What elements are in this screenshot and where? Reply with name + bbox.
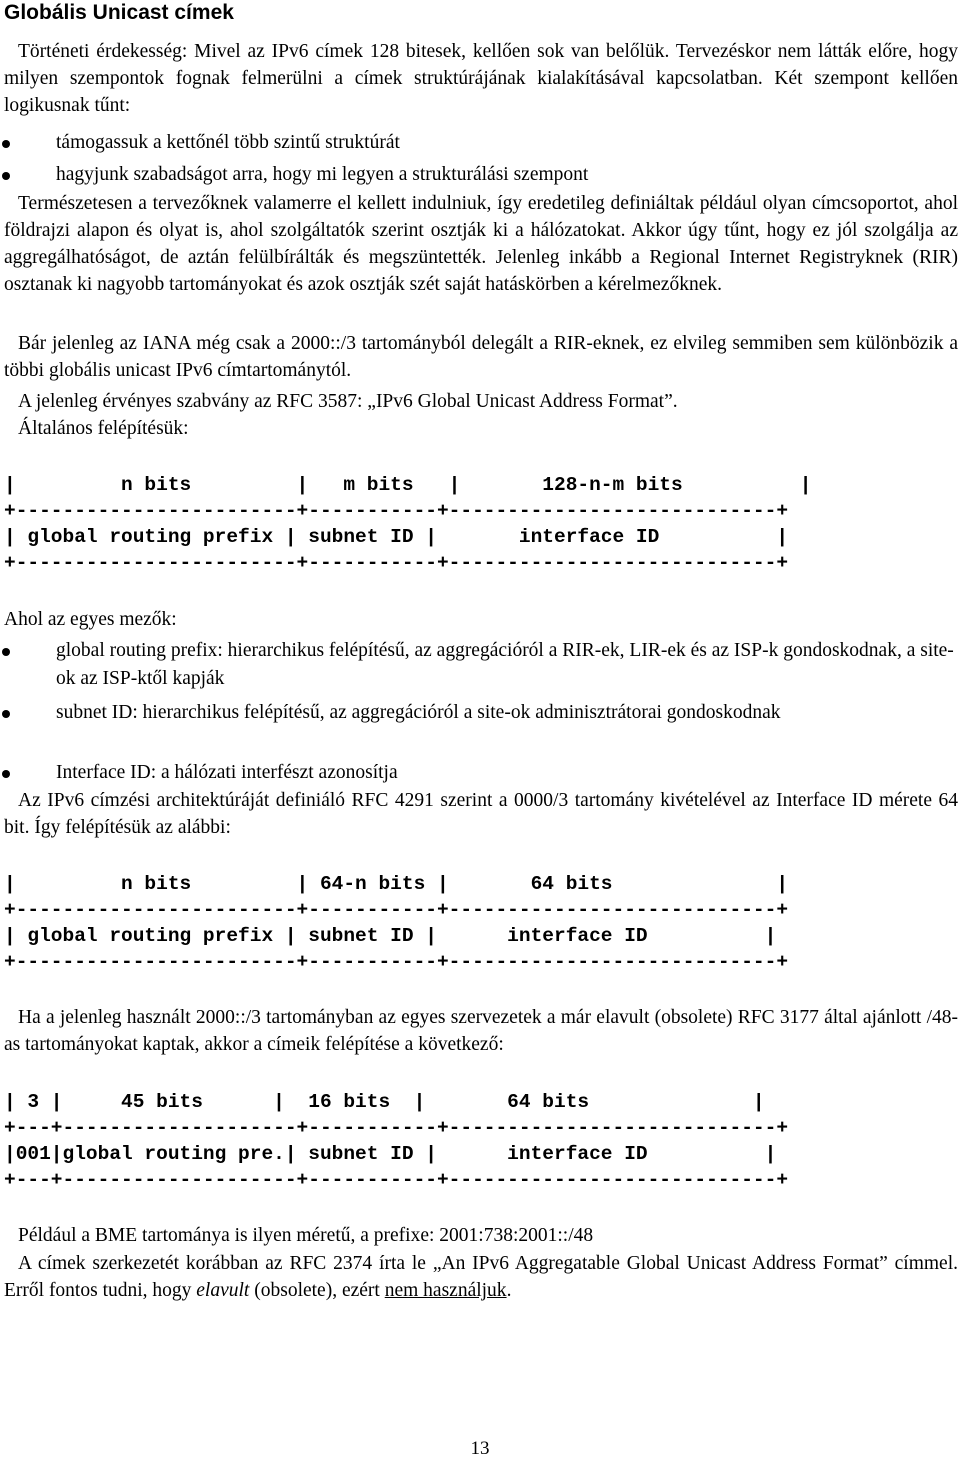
fields-text: Ahol az egyes mezők: [4, 609, 177, 630]
address-format-table-1 [4, 472, 811, 576]
rfc3177-paragraph [4, 1004, 958, 1058]
design-paragraph [4, 190, 958, 298]
table-row: +------------------------+-----------+----------------------------+ [4, 552, 789, 574]
table-row: | n bits | 64-n bits | 64 bits | [4, 873, 789, 895]
bullet-item [56, 129, 958, 157]
design-text: Természetesen a tervezőknek valamerre el kellett indulniuk, így eredetileg definiáltak például olyan címcsoportot, ahol földrajzi alapon és olyat is, ahol szolgáltatók szerint osztják ki a hálózatokat. Akkor úgy tűnt, hogy ez jól szolgálja az aggregálhatóságot, de aztán felülbírálták és megszüntették. Jelenleg inkább a Regional Internet Registryknek (RIR) osztanak ki nagyobb tartományokat és azok osztják szét saját hatáskörben a kérelmezőknek. [4, 193, 958, 295]
bullet-item [56, 161, 958, 189]
table-row: +------------------------+-----------+----------------------------+ [4, 951, 789, 973]
table-row: |001|global routing pre.| subnet ID | interface ID | [4, 1143, 777, 1165]
standard-text: A jelenleg érvényes szabvány az RFC 3587: „IPv6 Global Unicast Address Format”. [18, 391, 678, 412]
fields-label [4, 606, 958, 633]
table-row: +------------------------+-----------+----------------------------+ [4, 500, 789, 522]
table-row: | n bits | m bits | 128-n-m bits | [4, 474, 812, 496]
not-used-underlined: nem használjuk [384, 1280, 507, 1301]
bme-paragraph [4, 1222, 958, 1249]
bullet-text: hagyjunk szabadságot arra, hogy mi legyen a strukturálási szempont [56, 164, 589, 185]
standard-paragraph [4, 388, 958, 415]
obsolete-emphasis: elavult [196, 1280, 250, 1301]
address-format-table-3 [4, 1089, 788, 1193]
rfc3177-text: Ha a jelenleg használt 2000::/3 tartományban az egyes szervezetek a már elavult (obsolete) RFC 3177 által ajánlott /48-as tartományokat kaptak, akkor a címeik felépítése a következő: [4, 1007, 958, 1055]
iana-paragraph-body [4, 330, 958, 384]
page-number: 13 [470, 1438, 490, 1459]
rfc4291-text: Az IPv6 címzési architektúráját definiáló RFC 4291 szerint a 0000/3 tartomány kivételével az Interface ID mérete 64 bit. Így felépítésük az alábbi: [4, 790, 958, 838]
table-row: | global routing prefix | subnet ID | interface ID | [4, 526, 789, 548]
intro-text: Történeti érdekesség: Mivel az IPv6 címek 128 bitesek, kellően sok van belőlük. Tervezéskor nem látták előre, hogy milyen szempontok fognak felmerülni a címek struktúrájának kialakításával kapcsolatban. Két szempont kellően logikusnak tűnt: [4, 41, 958, 116]
rfc4291-paragraph [4, 787, 958, 841]
bullet-item [56, 699, 958, 727]
table-row: | 3 | 45 bits | 16 bits | 64 bits | [4, 1091, 765, 1113]
section-heading: Globális Unicast címek [4, 1, 234, 24]
rfc2374-paragraph [4, 1250, 958, 1304]
table-row: | global routing prefix | subnet ID | interface ID | [4, 925, 777, 947]
bme-text: Például a BME tartománya is ilyen méretű, a prefixe: 2001:738:2001::/48 [18, 1225, 594, 1246]
table-row: +------------------------+-----------+----------------------------+ [4, 899, 789, 921]
iana-text: Bár jelenleg az IANA még csak a 2000::/3 tartományból delegált a RIR-eknek, ez elvileg semmiben sem különbözik a többi globális unicast IPv6 címtartománytól. [4, 333, 958, 381]
rfc2374-text: A címek szerkezetét korábban az RFC 2374 írta le „An IPv6 Aggregatable Global Unicast Address Format” címmel. Erről fontos tudni, hogy [4, 1253, 958, 1301]
bullet-item [56, 637, 958, 693]
rfc2374-period: . [506, 1280, 512, 1301]
bullet-text: támogassuk a kettőnél több szintű struktúrát [56, 132, 400, 153]
bullet-icon [2, 710, 10, 718]
table-row: +---+--------------------+-----------+----------------------------+ [4, 1117, 789, 1139]
bullet-text: Interface ID: a hálózati interfészt azonosítja [56, 762, 398, 783]
bullet-text: global routing prefix: hierarchikus felépítésű, az aggregációról a RIR-ek, LIR-ek és az ISP-k gondoskodnak, a site-ok az ISP-ktől kapják [56, 640, 954, 689]
intro-paragraph [4, 38, 958, 119]
table-row: +---+--------------------+-----------+----------------------------+ [4, 1169, 789, 1191]
bullet-icon [2, 172, 10, 180]
bullet-text: subnet ID: hierarchikus felépítésű, az aggregációról a site-ok adminisztrátorai gondoskodnak [56, 702, 781, 723]
general-structure-label [4, 415, 958, 442]
bullet-icon [2, 770, 10, 778]
rfc2374-text-cont: (obsolete), ezért [249, 1280, 385, 1301]
bullet-icon [2, 648, 10, 656]
general-structure-text: Általános felépítésük: [18, 418, 189, 439]
bullet-item [56, 759, 958, 787]
address-format-table-2 [4, 871, 788, 975]
bullet-icon [2, 140, 10, 148]
